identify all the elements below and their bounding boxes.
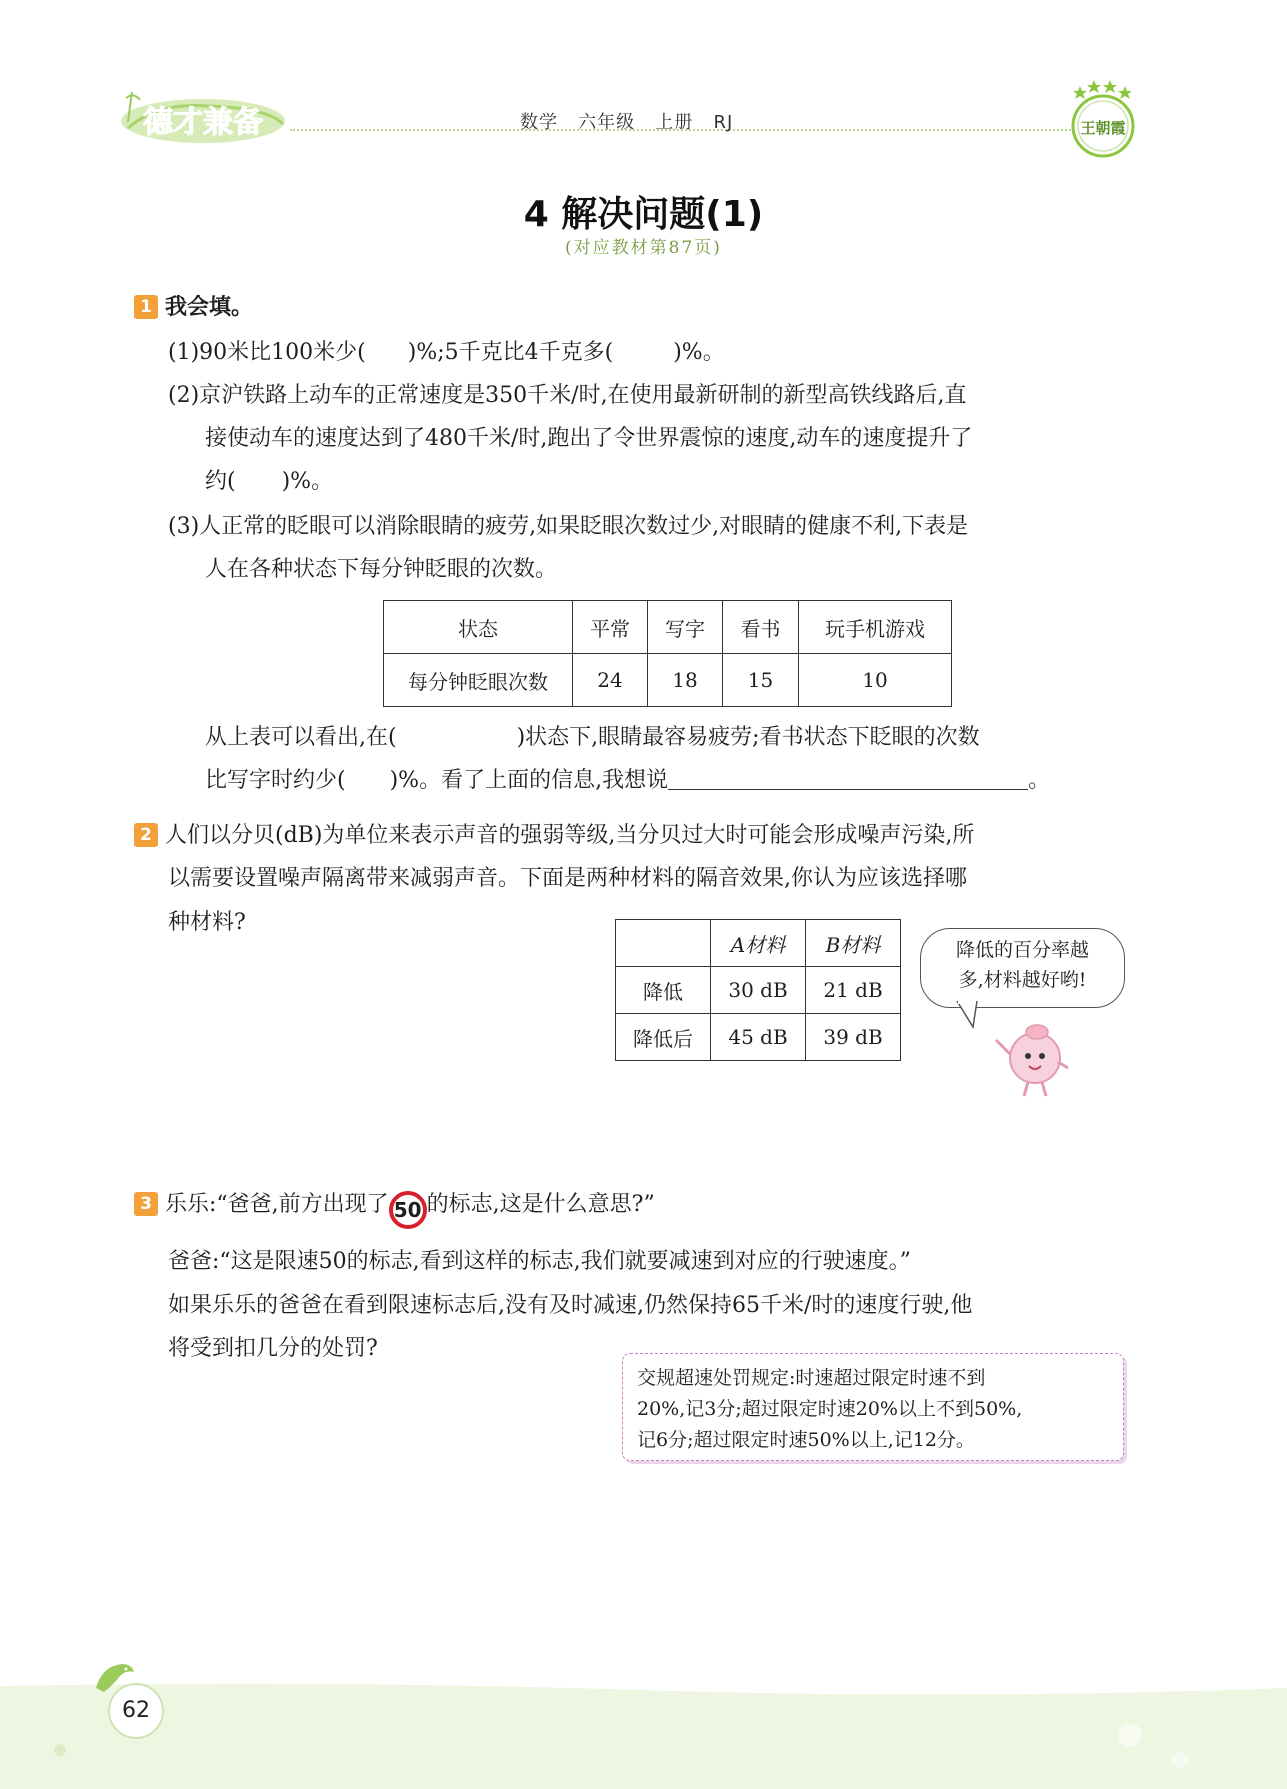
q1-conclusion-line2 [205, 766, 1050, 796]
q3-line2: 爸爸:“这是限速50的标志,看到这样的标志,我们就要减速到对应的行驶速度。” [168, 1249, 911, 1274]
hint-bubble [920, 928, 1125, 1008]
blink-table [383, 600, 952, 707]
speed-limit-sign-icon: 50 [389, 1191, 427, 1229]
q1-title: 我会填。 [165, 295, 254, 320]
q3-text-a: 乐乐:“爸爸,前方出现了 [165, 1192, 389, 1217]
table-header-cell: 玩手机游戏 [799, 601, 952, 654]
table-row-label: 降低后 [616, 1014, 711, 1061]
table-cell: 10 [799, 654, 952, 707]
penalty-rules-box [622, 1353, 1124, 1461]
material-table [615, 919, 901, 1061]
bubble-tail-icon [955, 1001, 985, 1031]
q1-part1-text-b: )%;5千克比4千克多( [407, 340, 614, 365]
table-header-cell: B材料 [806, 920, 901, 967]
q2-line1 [134, 821, 974, 851]
q2-line2: 以需要设置噪声隔离带来减弱声音。下面是两种材料的隔音效果,你认为应该选择哪 [168, 866, 967, 891]
q1-part2-text-a: 约( [205, 469, 236, 494]
table-header-cell: 写字 [648, 601, 723, 654]
table-header-cell: 看书 [723, 601, 799, 654]
q1-part1-text-c: )%。 [673, 340, 725, 365]
q1-part2-text-b: )%。 [281, 469, 334, 494]
seal-text: 王朝霞 [1080, 119, 1126, 137]
q1-part1-text-a: (1)90米比100米少( [168, 340, 366, 365]
question-number: 3 [134, 1192, 158, 1216]
q1-conclusion-text-e: 。 [1028, 768, 1051, 793]
publisher-seal [1062, 74, 1144, 166]
q1-part3-line1: (3)人正常的眨眼可以消除眼睛的疲劳,如果眨眼次数过少,对眼睛的健康不利,下表是 [168, 514, 969, 539]
q2-line3: 种材料? [168, 910, 246, 935]
table-cell: 18 [648, 654, 723, 707]
table-cell: 39 dB [806, 1014, 901, 1061]
q1-part3-line2: 人在各种状态下每分钟眨眼的次数。 [205, 557, 558, 582]
table-cell: 30 dB [711, 967, 806, 1014]
lesson-subtitle: (对应教材第87页) [565, 238, 722, 258]
table-row [384, 654, 952, 707]
q2-text-line1: 人们以分贝(dB)为单位来表示声音的强弱等级,当分贝过大时可能会形成噪声污染,所 [165, 823, 975, 848]
table-header-row [616, 920, 901, 967]
table-header-cell: 平常 [573, 601, 648, 654]
q1-conclusion-line1 [205, 723, 980, 753]
q3-line1 [134, 1190, 655, 1229]
rules-line2: 20%,记3分;超过限定时速20%以上不到50%, [637, 1398, 1023, 1420]
q1-part2-line3 [205, 467, 333, 497]
q1-part1 [168, 338, 725, 368]
table-header-row [384, 601, 952, 654]
rules-line3: 记6分;超过限定时速50%以上,记12分。 [637, 1429, 975, 1451]
book-info: 数学 六年级 上册 RJ [520, 112, 734, 133]
q1-conclusion-text-d: )%。看了上面的信息,我想说 [389, 768, 669, 793]
table-cell: 45 dB [711, 1014, 806, 1061]
table-row [616, 1014, 901, 1061]
hint-bubble-line2: 多,材料越好哟! [958, 969, 1087, 991]
q1-conclusion-text-a: 从上表可以看出,在( [205, 725, 397, 750]
footer-decoration [0, 1680, 1287, 1789]
table-row-label: 每分钟眨眼次数 [384, 654, 573, 707]
table-cell: 24 [573, 654, 648, 707]
q1-conclusion-text-c: 比写字时约少( [205, 768, 346, 793]
q3-line4: 将受到扣几分的处罚? [168, 1336, 378, 1361]
table-cell: 15 [723, 654, 799, 707]
q1-conclusion-text-b: )状态下,眼睛最容易疲劳;看书状态下眨眼的次数 [516, 725, 980, 750]
table-cell: 21 dB [806, 967, 901, 1014]
page-number: 62 [108, 1683, 164, 1739]
table-row-label: 降低 [616, 967, 711, 1014]
q1-part2-line2: 接使动车的速度达到了480千米/时,跑出了令世界震惊的速度,动车的速度提升了 [205, 426, 973, 451]
table-header-cell [616, 920, 711, 967]
mascot-icon [988, 1018, 1078, 1100]
lesson-title: 4 解决问题(1) [523, 194, 764, 235]
table-row [616, 967, 901, 1014]
q3-text-b: 的标志,这是什么意思?” [426, 1192, 655, 1217]
table-header-cell: A材料 [711, 920, 806, 967]
hint-bubble-line1: 降低的百分率越 [955, 939, 1089, 961]
answer-line[interactable] [668, 767, 1028, 790]
question-number: 1 [134, 295, 158, 319]
q3-line3: 如果乐乐的爸爸在看到限速标志后,没有及时减速,仍然保持65千米/时的速度行驶,他 [168, 1293, 973, 1318]
brand-text: 德才兼备 [143, 105, 263, 140]
rules-line1: 交规超速处罚规定:时速超过限定时速不到 [637, 1367, 986, 1389]
table-header-cell: 状态 [384, 601, 573, 654]
brand-logo [118, 88, 288, 146]
q1-part2-line1: (2)京沪铁路上动车的正常速度是350千米/时,在使用最新研制的新型高铁线路后,直 [168, 383, 967, 408]
q1-heading [134, 293, 253, 323]
question-number: 2 [134, 823, 158, 847]
